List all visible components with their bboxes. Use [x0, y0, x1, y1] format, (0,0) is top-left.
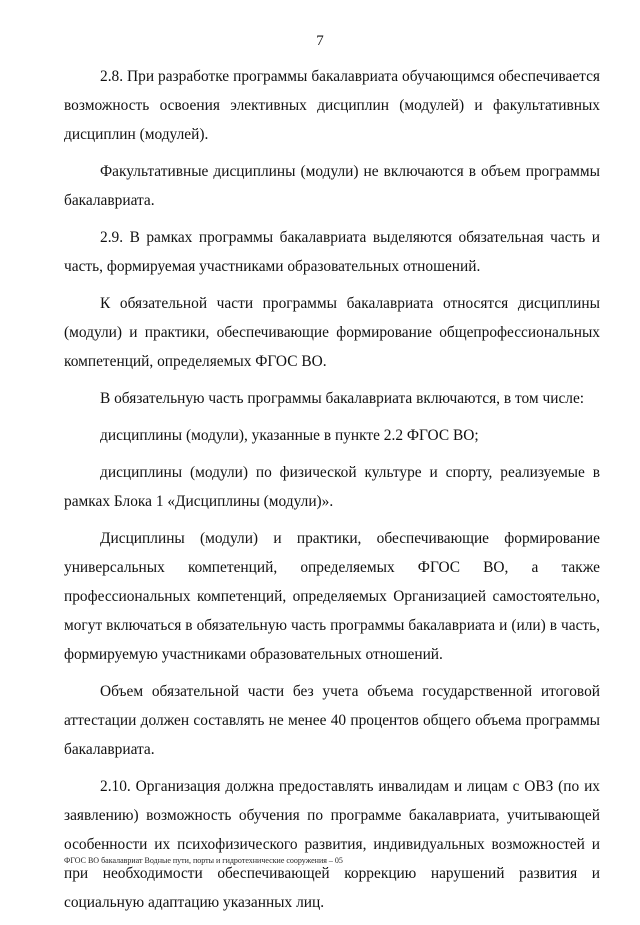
- page-footer: ФГОС ВО бакалавриат Водные пути, порты и гидротехнические сооружения – 05: [64, 856, 343, 865]
- paragraph-disciplines-2-2: дисциплины (модули), указанные в пункте 2.2 ФГОС ВО;: [100, 427, 479, 444]
- paragraph-volume-mandatory: Объем обязательной части без учета объема государственной итоговой аттестации должен составлять не менее 40 процентов общего объема программы бакалавриата.: [64, 683, 600, 758]
- paragraph-2-8: 2.8. При разработке программы бакалавриата обучающимся обеспечивается возможность освоения элективных дисциплин (модулей) и факультативных дисциплин (модулей).: [64, 68, 600, 143]
- page-number: 7: [316, 33, 324, 49]
- document-body: [64, 62, 600, 925]
- paragraph-physical-culture: дисциплины (модули) по физической культуре и спорту, реализуемые в рамках Блока 1 «Дисциплины (модули)».: [64, 464, 600, 510]
- paragraph-2-9: 2.9. В рамках программы бакалавриата выделяются обязательная часть и часть, формируемая участниками образовательных отношений.: [64, 229, 600, 275]
- paragraph-2-10: 2.10. Организация должна предоставлять инвалидам и лицам с ОВЗ (по их заявлению) возможность обучения по программе бакалавриата, учитывающей особенности их психофизического развития, индивидуальных возможностей и при необходимости обеспечивающей коррекцию нарушений развития и социальную адаптацию указанных лиц.: [64, 778, 600, 911]
- paragraph-universal-competencies: Дисциплины (модули) и практики, обеспечивающие формирование универсальных компетенций, определяемых ФГОС ВО, а также профессиональных компетенций, определяемых Организацией самостоятельно, могут включаться в обязательную часть программы бакалавриата и (или) в часть, формируемую участниками образовательных отношений.: [64, 530, 600, 663]
- paragraph-mandatory-includes: В обязательную часть программы бакалавриата включаются, в том числе:: [100, 390, 585, 407]
- paragraph-mandatory-part: К обязательной части программы бакалавриата относятся дисциплины (модули) и практики, обеспечивающие формирование общепрофессиональных компетенций, определяемых ФГОС ВО.: [64, 295, 600, 370]
- paragraph-optional-disciplines: Факультативные дисциплины (модули) не включаются в объем программы бакалавриата.: [64, 163, 600, 209]
